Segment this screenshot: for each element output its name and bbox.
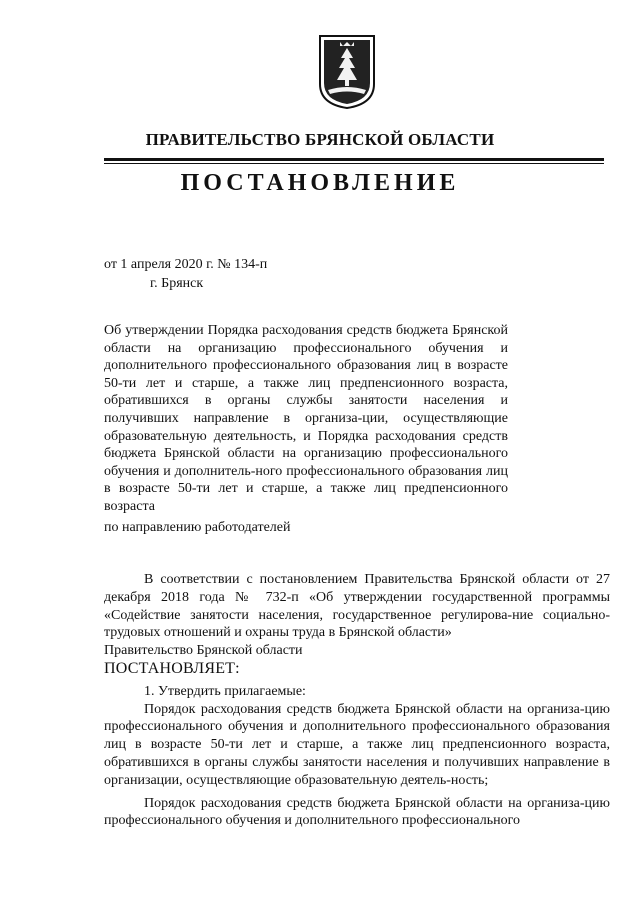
order-paragraph-1: Порядок расходования средств бюджета Брянской области на организа-цию профессионального обучения и дополнительного профессионального образования лиц в возрасте 50-ти лет и старше, а также лиц предпенсионного возраста, обратившихся в органы службы занятости населения и получивших направление в организации, осуществляющие образовательную деятель-ность; bbox=[104, 701, 610, 788]
government-name: ПРАВИТЕЛЬСТВО БРЯНСКОЙ ОБЛАСТИ bbox=[145, 130, 495, 149]
resolves-heading: ПОСТАНОВЛЯЕТ: bbox=[104, 659, 240, 677]
document-type: ПОСТАНОВЛЕНИЕ bbox=[180, 170, 460, 196]
date-number-line: от 1 апреля 2020 г. № 134-п bbox=[104, 257, 268, 272]
coat-of-arms-icon bbox=[318, 34, 376, 110]
header-rule-thin bbox=[104, 163, 604, 164]
header-rule-thick bbox=[104, 158, 604, 161]
order-paragraph-2: Порядок расходования средств бюджета Брянской области на организа-цию профессионального обучения и дополнительного профессионального bbox=[104, 795, 610, 829]
document-subject-last-line: по направлению работодателей bbox=[104, 520, 291, 535]
city-line: г. Брянск bbox=[150, 276, 204, 291]
item-1: 1. Утвердить прилагаемые: bbox=[144, 683, 306, 699]
document-body bbox=[104, 571, 610, 830]
preamble-end: Правительство Брянской области bbox=[104, 643, 303, 659]
preamble-paragraph: В соответствии с постановлением Правительства Брянской области от 27 декабря 2018 года № 732-п «Об утверждении государственной программы «Содействие занятости населения, государственное регулирова-ние социально-трудовых отношений и охраны труда в Брянской области» bbox=[104, 572, 610, 641]
document-subject: Об утверждении Порядка расходования средств бюджета Брянской области на организацию профессионального обучения и дополнительного профессионального образования лиц в возрасте 50-ти лет и старше, а также лиц предпенсионного возраста, обратившихся в органы службы занятости населения и получивших направление в организа-ции, осуществляющие образовательную деятельность, и Порядка расходования средств бюджета Брянской области на организацию профессионального обучения и дополнитель-ного профессионального образования лиц в возрасте 50-ти лет и старше, а также лиц предпенсионного возраста bbox=[104, 323, 508, 514]
